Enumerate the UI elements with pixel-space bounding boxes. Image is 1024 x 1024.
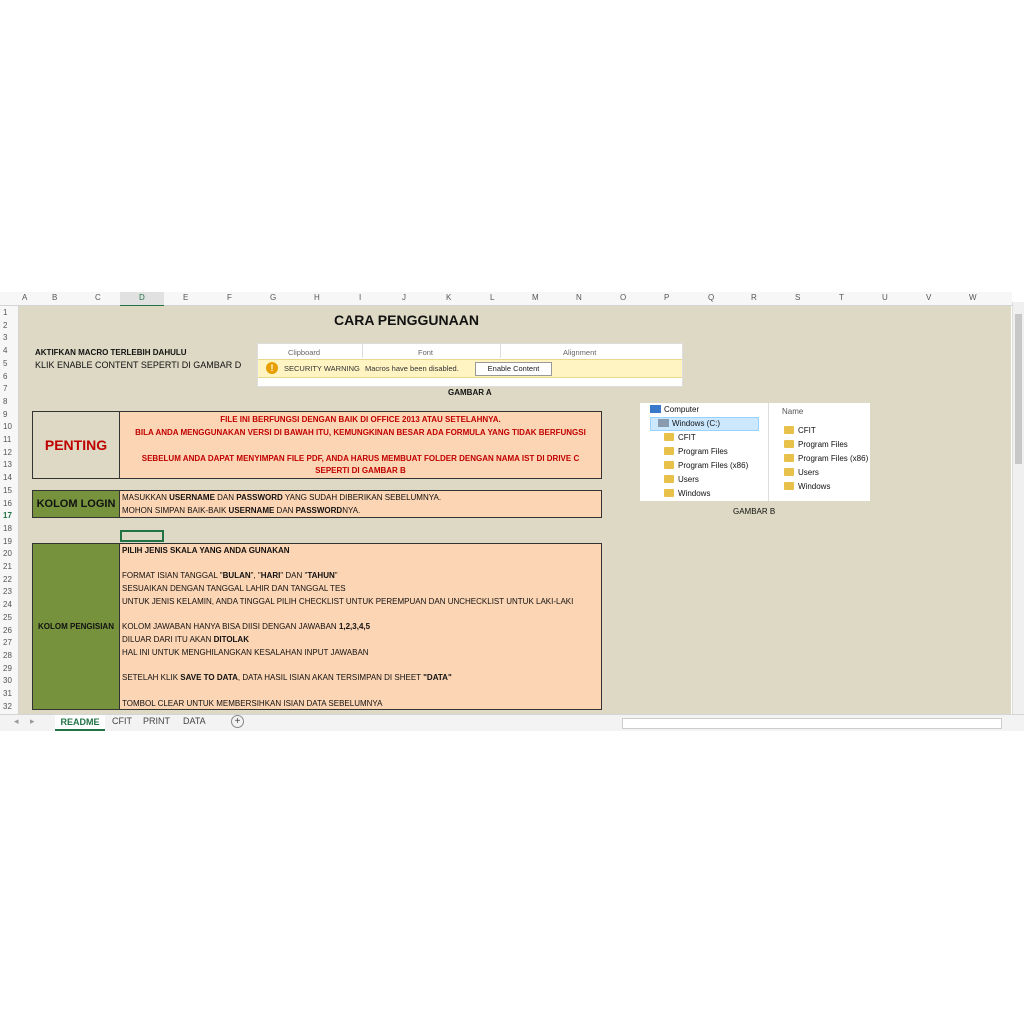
penting-line-4: SEPERTI DI GAMBAR B [315,466,406,475]
col-b[interactable]: B [52,293,58,302]
security-warning-label: SECURITY WARNING [284,364,360,373]
list-folder: Program Files (x86) [784,454,868,463]
list-folder: CFIT [784,426,816,435]
col-r[interactable]: R [751,293,757,302]
intro-line-1: AKTIFKAN MACRO TERLEBIH DAHULU [35,348,187,357]
penting-line-3: SEBELUM ANDA DAPAT MENYIMPAN FILE PDF, ANDA HARUS MEMBUAT FOLDER DENGAN NAMA IST DI DRIVE C [141,454,580,463]
row-header-2[interactable]: 2 [3,320,8,330]
row-header-8[interactable]: 8 [3,396,8,406]
login-line-2: MOHON SIMPAN BAIK-BAIK USERNAME DAN PASSWORDNYA. [122,506,361,515]
row-header-24[interactable]: 24 [3,600,12,610]
row-header-17[interactable]: 17 [3,511,12,521]
pengisian-label: KOLOM PENGISIAN [33,544,120,709]
ribbon-screenshot [257,343,683,387]
row-header-15[interactable]: 15 [3,485,12,495]
column-header-bar [0,292,1012,306]
row-header-32[interactable]: 32 [3,701,12,711]
col-v[interactable]: V [926,293,932,302]
vertical-scrollbar[interactable] [1012,302,1024,714]
col-c[interactable]: C [95,293,101,302]
enable-content-button[interactable]: Enable Content [475,362,552,376]
col-m[interactable]: M [532,293,539,302]
row-header-16[interactable]: 16 [3,498,12,508]
folder-icon [784,454,794,462]
explorer-tree [640,403,769,501]
folder-icon [664,433,674,441]
tab-scroll-right-icon[interactable]: ▸ [30,716,35,726]
row-header-9[interactable]: 9 [3,409,8,419]
pengisian-line-2: FORMAT ISIAN TANGGAL "BULAN", "HARI" DAN "TAHUN" [122,571,338,580]
row-header-18[interactable]: 18 [3,523,12,533]
row-header-12[interactable]: 12 [3,447,12,457]
folder-icon [784,482,794,490]
row-header-29[interactable]: 29 [3,663,12,673]
gambar-b-caption: GAMBAR B [733,507,776,516]
row-header-bar [0,306,19,714]
row-header-7[interactable]: 7 [3,384,8,394]
row-header-27[interactable]: 27 [3,638,12,648]
computer-icon [650,405,661,413]
ribbon-clipboard: Clipboard [288,348,321,357]
col-t[interactable]: T [839,293,844,302]
col-s[interactable]: S [795,293,801,302]
col-q[interactable]: Q [708,293,715,302]
name-column-header: Name [782,407,804,416]
tree-drive: Windows (C:) [658,419,720,428]
folder-icon [664,489,674,497]
col-k[interactable]: K [446,293,452,302]
warning-icon: ! [266,362,278,374]
row-header-25[interactable]: 25 [3,612,12,622]
tree-computer: Computer [650,405,699,414]
tree-folder: Program Files [664,447,728,456]
col-u[interactable]: U [882,293,888,302]
ribbon-separator [362,344,363,358]
row-header-19[interactable]: 19 [3,536,12,546]
col-n[interactable]: N [576,293,582,302]
tree-folder: Program Files (x86) [664,461,748,470]
tab-data[interactable]: DATA [183,716,206,726]
pengisian-line-8: SETELAH KLIK SAVE TO DATA, DATA HASIL ISIAN AKAN TERSIMPAN DI SHEET "DATA" [122,673,452,682]
row-header-31[interactable]: 31 [3,689,12,698]
row-header-23[interactable]: 23 [3,587,12,597]
row-header-22[interactable]: 22 [3,574,12,584]
add-sheet-icon[interactable]: + [231,715,244,728]
folder-icon [784,468,794,476]
gambar-a-caption: GAMBAR A [448,388,492,397]
pengisian-line-4: UNTUK JENIS KELAMIN, ANDA TINGGAL PILIH CHECKLIST UNTUK PEREMPUAN DAN UNCHECKLIST UNTUK LAKI-LAKI [122,597,574,606]
col-j[interactable]: J [402,293,406,302]
row-header-1[interactable]: 1 [3,308,8,317]
list-folder: Windows [784,482,830,491]
tree-folder: CFIT [664,433,696,442]
row-header-4[interactable]: 4 [3,346,8,356]
tab-scroll-left-icon[interactable]: ◂ [14,716,19,726]
row-header-21[interactable]: 21 [3,562,12,571]
row-header-26[interactable]: 26 [3,625,12,635]
ribbon-separator [500,344,501,358]
login-line-1: MASUKKAN USERNAME DAN PASSWORD YANG SUDAH DIBERIKAN SEBELUMNYA. [122,493,442,502]
penting-line-2: BILA ANDA MENGGUNAKAN VERSI DI BAWAH ITU, KEMUNGKINAN BESAR ADA FORMULA YANG TIDAK BERFUNGSI [135,428,586,437]
col-d[interactable]: D [139,293,145,302]
spreadsheet [0,292,1024,732]
folder-icon [664,461,674,469]
sheet-tab-bar [0,714,1024,731]
row-header-30[interactable]: 30 [3,676,12,686]
col-a[interactable]: A [22,293,28,302]
drive-icon [658,419,669,427]
folder-icon [784,440,794,448]
tree-folder: Users [664,475,699,484]
col-p[interactable]: P [664,293,670,302]
col-h[interactable]: H [314,293,320,302]
col-w[interactable]: W [969,293,977,302]
penting-line-1: FILE INI BERFUNGSI DENGAN BAIK DI OFFICE 2013 ATAU SETELAHNYA. [220,415,501,424]
col-l[interactable]: L [490,293,495,302]
row-header-3[interactable]: 3 [3,333,8,343]
tab-cfit[interactable]: CFIT [112,716,132,726]
list-folder: Users [784,468,819,477]
folder-icon [784,426,794,434]
pengisian-line-6: DILUAR DARI ITU AKAN DITOLAK [122,635,249,644]
active-cell-d17[interactable] [120,530,164,542]
list-folder: Program Files [784,440,848,449]
col-e[interactable]: E [183,293,189,302]
col-f[interactable]: F [227,293,232,302]
vertical-scroll-thumb[interactable] [1015,314,1022,464]
row-header-28[interactable]: 28 [3,650,12,660]
folder-icon [664,475,674,483]
penting-box [32,411,602,479]
page-title: CARA PENGGUNAAN [334,312,479,328]
ribbon-alignment: Alignment [563,348,597,357]
row-header-13[interactable]: 13 [3,460,12,470]
pengisian-line-1: PILIH JENIS SKALA YANG ANDA GUNAKAN [122,546,290,555]
ribbon-font: Font [418,348,434,357]
penting-content [120,412,601,478]
row-header-14[interactable]: 14 [3,473,12,483]
pengisian-box [32,543,602,710]
login-label: KOLOM LOGIN [33,491,120,517]
row-header-10[interactable]: 10 [3,422,12,432]
explorer-screenshot [640,403,870,501]
row-header-6[interactable]: 6 [3,371,8,381]
intro-line-2: KLIK ENABLE CONTENT SEPERTI DI GAMBAR D [35,360,242,370]
pengisian-line-7: HAL INI UNTUK MENGHILANGKAN KESALAHAN INPUT JAWABAN [122,648,369,657]
tab-readme[interactable]: README [55,715,105,731]
penting-label: PENTING [33,412,120,478]
row-header-20[interactable]: 20 [3,549,12,559]
security-warning-message: Macros have been disabled. [365,364,459,373]
horizontal-scrollbar[interactable] [622,718,1002,729]
security-warning-bar [258,359,682,378]
login-content [120,491,601,517]
login-box [32,490,602,518]
pengisian-content [120,544,601,709]
pengisian-line-3: SESUAIKAN DENGAN TANGGAL LAHIR DAN TANGGAL TES [122,584,346,593]
col-i[interactable]: I [359,293,362,302]
pengisian-line-9: TOMBOL CLEAR UNTUK MEMBERSIHKAN ISIAN DATA SEBELUMNYA [122,699,383,708]
col-o[interactable]: O [620,293,627,302]
row-header-11[interactable]: 11 [3,435,12,444]
tab-print[interactable]: PRINT [143,716,170,726]
row-header-5[interactable]: 5 [3,358,8,368]
col-g[interactable]: G [270,293,277,302]
cell-grid[interactable] [19,306,1011,714]
tree-folder: Windows [664,489,710,498]
folder-icon [664,447,674,455]
pengisian-line-5: KOLOM JAWABAN HANYA BISA DIISI DENGAN JAWABAN 1,2,3,4,5 [122,622,371,631]
